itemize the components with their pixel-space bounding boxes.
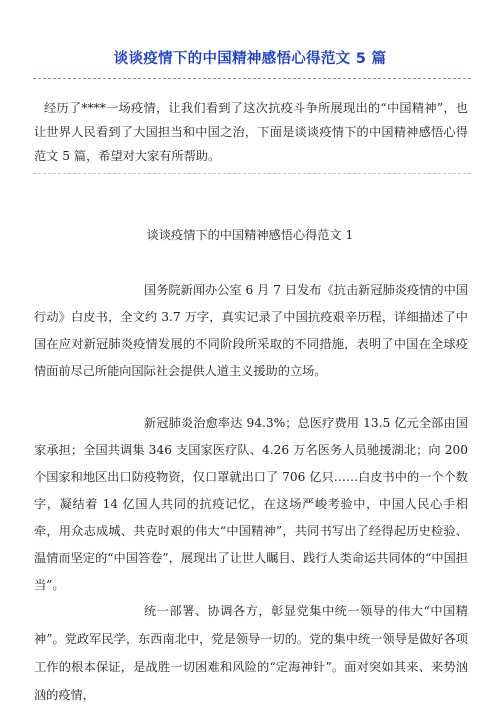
intro-paragraph: 经历了****一场疫情，让我们看到了这次抗疫斗争所展现出的“中国精神”，也让世界人民看到了大国担当和中国之治，下面是谈谈疫情下的中国精神感悟心得范文 5 篇，希望对大家有所帮助。 — [34, 101, 468, 163]
title-divider — [33, 78, 471, 79]
body-paragraph: 新冠肺炎治愈率达 94.3%；总医疗费用 13.5 亿元全部由国家承担；全国共调集 346 支国家医疗队、4.26 万名医务人员驰援湖北；向 200 个国家和地区出口防疫物资，仅口罩就出口了 706 亿只……白皮书中的一个个数字，凝结着 14 亿国人共同的抗疫记忆，在这场严峻考验中，中国人民心手相牵，用众志成城、共克时艰的伟大“中国精神”，共同书写出了经得起历史检验、温情而坚定的“中国答卷”，展现出了让世人瞩目、践行人类命运共同体的“中国担当”。 — [34, 416, 468, 592]
document-title: 谈谈疫情下的中国精神感悟心得范文 5 篇 — [113, 51, 387, 67]
body-paragraph: 统一部署、协调各方，彰显党集中统一领导的伟大“中国精神”。党政军民学，东西南北中，党是领导一切的。党的集中统一领导是做好各项工作的根本保证，是战胜一切困难和风险的“定海神针”。面对突如其来、来势汹汹的疫情， — [34, 604, 468, 702]
intro-divider — [33, 173, 471, 174]
body-paragraph: 国务院新闻办公室 6 月 7 日发布《抗击新冠肺炎疫情的中国行动》白皮书，全文约 3.7 万字，真实记录了中国抗疫艰辛历程，详细描述了中国在应对新冠肺炎疫情发展的不同阶段所采取的不同措施，表明了中国在全球疫情面前尽己所能向国际社会提供人道主义援助的立场。 — [34, 283, 468, 378]
section-title: 谈谈疫情下的中国精神感悟心得范文 1 — [146, 228, 354, 242]
